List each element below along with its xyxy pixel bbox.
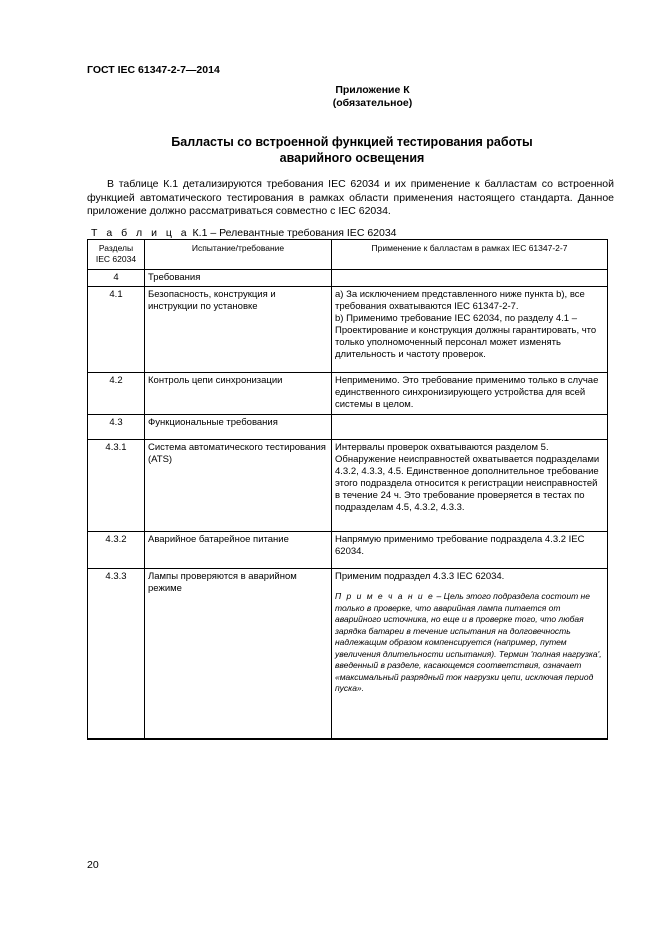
row-requirement: Безопасность, конструкция и инструкции по установке: [145, 287, 332, 373]
table-row: [88, 569, 608, 739]
standard-header: ГОСТ IEC 61347-2-7—2014: [87, 64, 220, 76]
annex-status: (обязательное): [332, 97, 413, 109]
row-requirement: Требования: [145, 270, 332, 287]
table-row: [88, 532, 608, 569]
note-text: – Цель этого подраздела состоит не только в проверке, что аварийная лампа питается от аварийного источника, но еще и в проверке того, что любая зарядка батареи в течение испытания на долговечность надлежащим образом компенсируется (например, путем увеличения длительности испытания). Термин 'полная нагрузка', введенный в разделе, касающемся соответствия, означает «максимальный разрядный ток нагрузки цепи, исключая период пуска».: [335, 591, 602, 693]
row-application: [332, 270, 608, 287]
note-label: П р и м е ч а н и е: [335, 591, 435, 601]
header-application: Применение к балластам в рамках IEC 61347-2-7: [332, 240, 608, 270]
document-title-line1: Балласты со встроенной функцией тестирования работы: [171, 135, 533, 149]
table-caption-prefix: Т а б л и ц а: [91, 227, 190, 239]
table-row: [88, 373, 608, 415]
row-requirement: Функциональные требования: [145, 415, 332, 440]
row-section: 4.2: [88, 373, 145, 415]
document-title: [87, 134, 617, 166]
intro-paragraph: В таблице К.1 детализируются требования IEC 62034 и их применение к балластам со встроенной функцией автоматического тестирования в рамках области применения настоящего стандарта. Данное приложение должно рассматриваться совместно с IEC 62034.: [87, 178, 614, 217]
row-section: 4.1: [88, 287, 145, 373]
table-note: [335, 591, 604, 695]
table-row: [88, 415, 608, 440]
table-caption-text: К.1 – Релевантные требования IEC 62034: [192, 227, 397, 239]
header-sections-line2: IEC 62034: [95, 254, 137, 264]
row-section: 4: [88, 270, 145, 287]
row-application: Напрямую применимо требование подраздела 4.3.2 IEC 62034.: [332, 532, 608, 569]
table-caption: [91, 227, 397, 239]
table-row: [88, 287, 608, 373]
annex-heading: [0, 84, 661, 110]
row-application: [332, 569, 608, 739]
annex-title: Приложение К: [335, 84, 410, 96]
row-application-a: a) За исключением представленного ниже пункта b), все требования охватываются IEC 61347-2-7.: [335, 289, 585, 312]
document-title-line2: аварийного освещения: [279, 151, 425, 165]
row-section: 4.3: [88, 415, 145, 440]
requirements-table: [87, 239, 608, 740]
table-row: [88, 270, 608, 287]
page-number: 20: [87, 859, 99, 871]
row-section: 4.3.2: [88, 532, 145, 569]
row-requirement: Контроль цепи синхронизации: [145, 373, 332, 415]
row-section: 4.3.1: [88, 440, 145, 532]
header-sections: [88, 240, 145, 270]
header-sections-line1: Разделы: [98, 243, 134, 253]
table-row: [88, 440, 608, 532]
row-requirement: Аварийное батарейное питание: [145, 532, 332, 569]
header-requirement: Испытание/требование: [145, 240, 332, 270]
row-application: [332, 415, 608, 440]
row-requirement: Лампы проверяются в аварийном режиме: [145, 569, 332, 739]
row-requirement: Система автоматического тестирования (ATS): [145, 440, 332, 532]
row-application-main: Применим подраздел 4.3.3 IEC 62034.: [335, 571, 505, 582]
row-application-b: b) Применимо требование IEC 62034, по разделу 4.1 – Проектирование и конструкция должны гарантировать, что только уполномоченный персонал может изменять длительность и частоту проверок.: [335, 313, 597, 360]
table-header-row: [88, 240, 608, 270]
row-application: Неприменимо. Это требование применимо только в случае единственного синхронизирующего устройства для всей системы в целом.: [332, 373, 608, 415]
row-section: 4.3.3: [88, 569, 145, 739]
row-application: [332, 287, 608, 373]
row-application: Интервалы проверок охватываются разделом 5. Обнаружение неисправностей охватывается подразделами 4.3.2, 4.3.3, 4.5. Единственное дополнительное требование этого подраздела относится к регистрации неисправностей в течение 24 ч. Это требование проверяется в тестах по подразделам 4.5, 4.3.2, 4.3.3.: [332, 440, 608, 532]
